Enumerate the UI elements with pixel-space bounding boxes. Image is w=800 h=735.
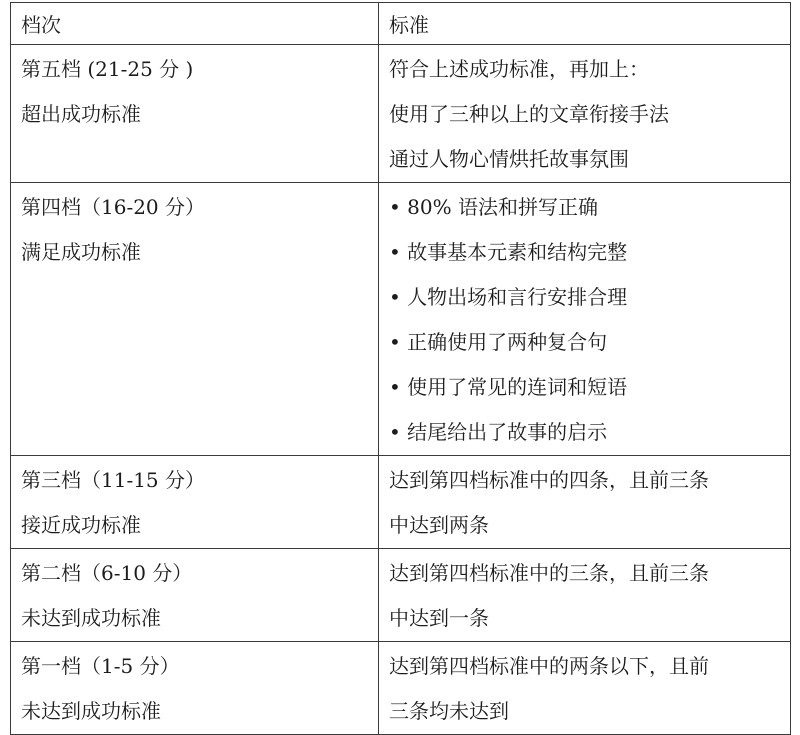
- level-description: 未达到成功标准: [21, 699, 161, 723]
- criteria-cell: [379, 45, 791, 183]
- level-description: 接近成功标准: [21, 513, 141, 537]
- rubric-table: [10, 2, 791, 735]
- criteria-line: • 80% 语法和拼写正确: [389, 195, 598, 219]
- level-name: 第四档（16-20 分）: [21, 195, 206, 219]
- criteria-line: • 人物出场和言行安排合理: [389, 285, 628, 309]
- table-row: [11, 549, 791, 642]
- level-name: 第三档（11-15 分）: [21, 468, 206, 492]
- level-description: 超出成功标准: [21, 102, 141, 126]
- level-description: 未达到成功标准: [21, 606, 161, 630]
- criteria-line: 使用了三种以上的文章衔接手法: [389, 102, 669, 126]
- level-cell: [11, 549, 379, 642]
- level-cell: [11, 45, 379, 183]
- table-row: [11, 456, 791, 549]
- level-name: 第五档 (21-25 分 ): [21, 57, 194, 81]
- criteria-line: 达到第四档标准中的三条，且前三条: [389, 561, 709, 585]
- criteria-cell: [379, 456, 791, 549]
- table-row: [11, 642, 791, 735]
- level-name: 第一档（1-5 分）: [21, 654, 180, 678]
- level-cell: [11, 642, 379, 735]
- level-description: 满足成功标准: [21, 240, 141, 264]
- criteria-cell: [379, 642, 791, 735]
- criteria-cell: [379, 183, 791, 456]
- table-row: [11, 45, 791, 183]
- criteria-line: • 正确使用了两种复合句: [389, 330, 608, 354]
- level-cell: [11, 456, 379, 549]
- criteria-line: 达到第四档标准中的两条以下，且前: [389, 654, 709, 678]
- criteria-cell: [379, 549, 791, 642]
- criteria-line: • 使用了常见的连词和短语: [389, 375, 628, 399]
- criteria-line: 中达到一条: [389, 606, 489, 630]
- criteria-line: 中达到两条: [389, 513, 489, 537]
- criteria-line: 达到第四档标准中的四条，且前三条: [389, 468, 709, 492]
- criteria-line: 通过人物心情烘托故事氛围: [389, 147, 629, 171]
- header-level: 档次: [11, 3, 379, 45]
- header-criteria: 标准: [379, 3, 791, 45]
- level-name: 第二档（6-10 分）: [21, 561, 193, 585]
- criteria-line: 三条均未达到: [389, 699, 509, 723]
- criteria-line: • 结尾给出了故事的启示: [389, 420, 608, 444]
- level-cell: [11, 183, 379, 456]
- criteria-line: • 故事基本元素和结构完整: [389, 240, 628, 264]
- table-row: [11, 183, 791, 456]
- criteria-line: 符合上述成功标准，再加上：: [389, 57, 649, 81]
- header-row: [11, 3, 791, 45]
